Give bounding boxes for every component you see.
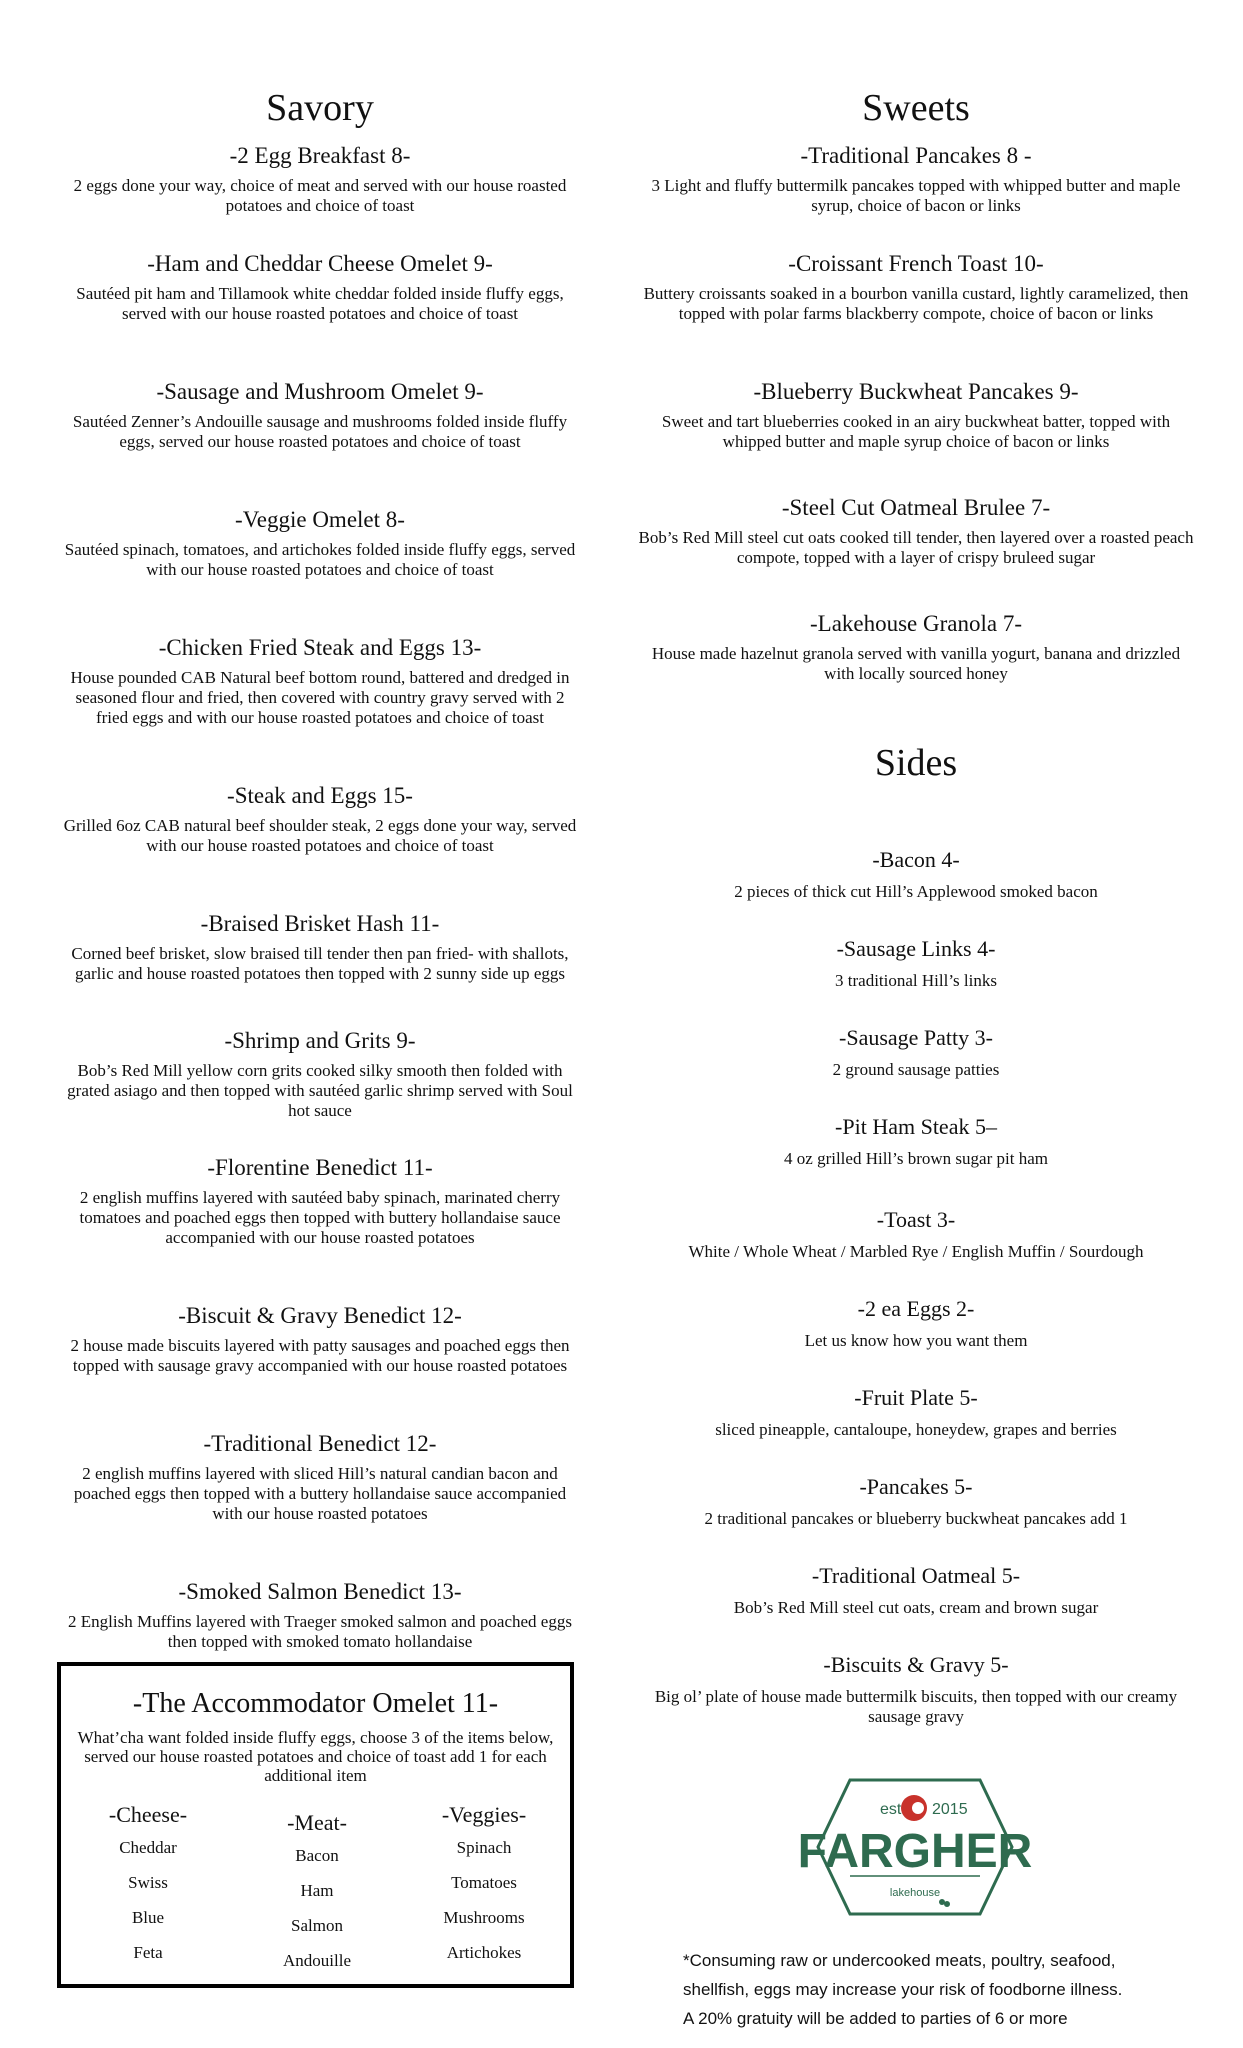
menu-item <box>60 1154 580 1248</box>
menu-item <box>636 142 1196 216</box>
item-desc: Corned beef brisket, slow braised till tender then pan fried- with shallots, garlic and house roasted potatoes then topped with 2 sunny side up eggs <box>71 944 569 983</box>
option-item: Feta <box>133 1943 163 1962</box>
side-item <box>636 1206 1196 1262</box>
cheese-options <box>73 1802 223 1978</box>
menu-item <box>60 1302 580 1376</box>
menu-item <box>60 1578 580 1652</box>
options-heading: -Veggies- <box>441 1802 527 1827</box>
item-name: -Lakehouse Granola 7- <box>809 611 1023 636</box>
item-desc: Bob’s Red Mill steel cut oats, cream and brown sugar <box>733 1598 1099 1617</box>
menu-item <box>636 250 1196 324</box>
item-desc: Grilled 6oz CAB natural beef shoulder steak, 2 eggs done your way, served with our house roasted potatoes and choice of toast <box>63 816 577 855</box>
side-item <box>636 1473 1196 1529</box>
option-item: Artichokes <box>446 1943 522 1962</box>
menu-item <box>60 1430 580 1524</box>
item-name: -Veggie Omelet 8- <box>235 507 405 532</box>
item-desc: Sautéed spinach, tomatoes, and artichokes folded inside fluffy eggs, served with our house roasted potatoes and choice of toast <box>64 540 576 579</box>
fargher-logo <box>797 1772 1033 1922</box>
menu-item <box>60 634 580 728</box>
item-desc: White / Whole Wheat / Marbled Rye / English Muffin / Sourdough <box>688 1242 1144 1261</box>
item-desc: House pounded CAB Natural beef bottom round, battered and dredged in seasoned flour and fried, then covered with country gravy served with 2 fried eggs and with our house roasted potatoes and choice of toast <box>70 668 570 727</box>
option-item: Ham <box>300 1881 334 1900</box>
item-name: -Fruit Plate 5- <box>854 1385 978 1410</box>
item-desc: 4 oz grilled Hill’s brown sugar pit ham <box>784 1149 1048 1168</box>
side-item <box>636 935 1196 991</box>
item-name: -Biscuit & Gravy Benedict 12- <box>178 1303 462 1328</box>
item-name: -Toast 3- <box>876 1207 956 1232</box>
item-name: -Blueberry Buckwheat Pancakes 9- <box>753 379 1079 404</box>
item-desc: Bob’s Red Mill steel cut oats cooked till tender, then layered over a roasted peach compote, topped with a layer of crispy bruleed sugar <box>638 528 1194 567</box>
item-name: -Chicken Fried Steak and Eggs 13- <box>158 635 482 660</box>
menu-item <box>636 378 1196 452</box>
option-item: Cheddar <box>119 1838 177 1857</box>
side-item <box>636 1651 1196 1727</box>
item-name: -Sausage Patty 3- <box>839 1025 993 1050</box>
item-desc: Sautéed pit ham and Tillamook white cheddar folded inside fluffy eggs, served with our house roasted potatoes and choice of toast <box>76 284 564 323</box>
item-name: -Biscuits & Gravy 5- <box>823 1652 1009 1677</box>
side-item <box>636 1295 1196 1351</box>
item-desc: Buttery croissants soaked in a bourbon vanilla custard, lightly caramelized, then topped with polar farms blackberry compote, choice of bacon or links <box>643 284 1189 323</box>
item-name: -Florentine Benedict 11- <box>207 1155 433 1180</box>
veggie-options <box>409 1802 559 1978</box>
item-desc: House made hazelnut granola served with vanilla yogurt, banana and drizzled with locally sourced honey <box>651 644 1181 683</box>
accommodator-title: -The Accommodator Omelet 11- <box>132 1688 499 1719</box>
item-desc: Let us know how you want them <box>804 1331 1028 1350</box>
item-name: -Ham and Cheddar Cheese Omelet 9- <box>147 251 493 276</box>
option-item: Andouille <box>283 1951 351 1970</box>
side-item <box>636 1024 1196 1080</box>
item-desc: 2 eggs done your way, choice of meat and served with our house roasted potatoes and choice of toast <box>73 176 567 215</box>
accommodator-box <box>57 1662 574 1988</box>
logo-year: 2015 <box>932 1801 968 1818</box>
option-item: Swiss <box>128 1873 168 1892</box>
item-desc: 2 English Muffins layered with Traeger smoked salmon and poached eggs then topped with smoked tomato hollandaise <box>68 1612 572 1651</box>
menu-item <box>60 1027 580 1121</box>
item-desc: Sautéed Zenner’s Andouille sausage and mushrooms folded inside fluffy eggs, served our house roasted potatoes and choice of toast <box>72 412 568 451</box>
item-name: -Bacon 4- <box>872 847 960 872</box>
savory-title: Savory <box>266 87 374 129</box>
item-desc: 2 ground sausage patties <box>832 1060 1000 1079</box>
option-item: Tomatoes <box>451 1873 517 1892</box>
item-desc: Big ol’ plate of house made buttermilk biscuits, then topped with our creamy sausage gravy <box>654 1687 1178 1726</box>
item-name: -Shrimp and Grits 9- <box>224 1028 416 1053</box>
accommodator-desc: What’cha want folded inside fluffy eggs, choose 3 of the items below, served our house roasted potatoes and choice of toast add 1 for each additional item <box>77 1728 554 1785</box>
item-desc: Sweet and tart blueberries cooked in an airy buckwheat batter, topped with whipped butter and maple syrup choice of bacon or links <box>661 412 1171 451</box>
menu-item <box>636 610 1196 684</box>
menu-item <box>60 142 580 216</box>
menu-item <box>60 378 580 452</box>
item-name: -Croissant French Toast 10- <box>788 251 1044 276</box>
logo-est: est <box>880 1801 902 1818</box>
item-desc: sliced pineapple, cantaloupe, honeydew, grapes and berries <box>715 1420 1117 1439</box>
menu-item <box>60 910 580 984</box>
item-name: -Traditional Oatmeal 5- <box>811 1563 1021 1588</box>
logo-badge <box>797 1772 1033 1922</box>
item-name: -Pit Ham Steak 5– <box>835 1114 997 1139</box>
menu-item <box>636 494 1196 568</box>
item-name: -Braised Brisket Hash 11- <box>200 911 440 936</box>
side-item <box>636 1113 1196 1169</box>
item-name: -Traditional Pancakes 8 - <box>800 143 1032 168</box>
item-name: -Sausage and Mushroom Omelet 9- <box>156 379 484 404</box>
item-name: -Smoked Salmon Benedict 13- <box>178 1579 462 1604</box>
disclaimer-line: shellfish, eggs may increase your risk of foodborne illness. <box>683 1980 1123 1999</box>
option-item: Salmon <box>291 1916 343 1935</box>
option-item: Blue <box>131 1908 165 1927</box>
side-item <box>636 1384 1196 1440</box>
option-item: Bacon <box>295 1846 339 1865</box>
logo-sub: lakehouse <box>889 1887 941 1899</box>
disclaimer-line: A 20% gratuity will be added to parties of 6 or more <box>683 2009 1068 2028</box>
sides-title: Sides <box>874 742 958 784</box>
item-desc: 3 traditional Hill’s links <box>835 971 997 990</box>
options-heading: -Meat- <box>287 1810 347 1835</box>
item-desc: 2 traditional pancakes or blueberry buckwheat pancakes add 1 <box>704 1509 1128 1528</box>
item-desc: 2 house made biscuits layered with patty sausages and poached eggs then topped with sausage gravy accompanied with our house roasted potatoes <box>70 1336 570 1375</box>
item-desc: Bob’s Red Mill yellow corn grits cooked silky smooth then folded with grated asiago and then topped with sautéed garlic shrimp served with Soul hot sauce <box>67 1061 573 1120</box>
side-item <box>636 846 1196 902</box>
logo-brand: FARGHER <box>797 1825 1033 1878</box>
option-item: Spinach <box>456 1838 512 1857</box>
menu-item <box>60 506 580 580</box>
item-desc: 2 english muffins layered with sliced Hill’s natural candian bacon and poached eggs then topped with a buttery hollandaise sauce accompanied with our house roasted potatoes <box>73 1464 567 1523</box>
item-name: -Sausage Links 4- <box>836 936 996 961</box>
item-name: -Steak and Eggs 15- <box>227 783 413 808</box>
item-name: -2 Egg Breakfast 8- <box>229 143 411 168</box>
item-name: -2 ea Eggs 2- <box>857 1296 975 1321</box>
disclaimer <box>683 1946 1203 2033</box>
item-desc: 3 Light and fluffy buttermilk pancakes topped with whipped butter and maple syrup, choice of bacon or links <box>651 176 1181 215</box>
disclaimer-line: *Consuming raw or undercooked meats, poultry, seafood, <box>683 1951 1116 1970</box>
item-name: -Traditional Benedict 12- <box>203 1431 437 1456</box>
menu-item <box>60 250 580 324</box>
item-name: -Pancakes 5- <box>859 1474 973 1499</box>
side-item <box>636 1562 1196 1618</box>
item-desc: 2 pieces of thick cut Hill’s Applewood smoked bacon <box>734 882 1098 901</box>
options-heading: -Cheese- <box>108 1802 188 1827</box>
option-item: Mushrooms <box>443 1908 525 1927</box>
menu-item <box>60 782 580 856</box>
sweets-title: Sweets <box>862 87 970 129</box>
meat-options <box>242 1810 392 1986</box>
item-desc: 2 english muffins layered with sautéed baby spinach, marinated cherry tomatoes and poached eggs then topped with buttery hollandaise sauce accompanied with our house roasted potatoes <box>79 1188 561 1247</box>
item-name: -Steel Cut Oatmeal Brulee 7- <box>781 495 1051 520</box>
